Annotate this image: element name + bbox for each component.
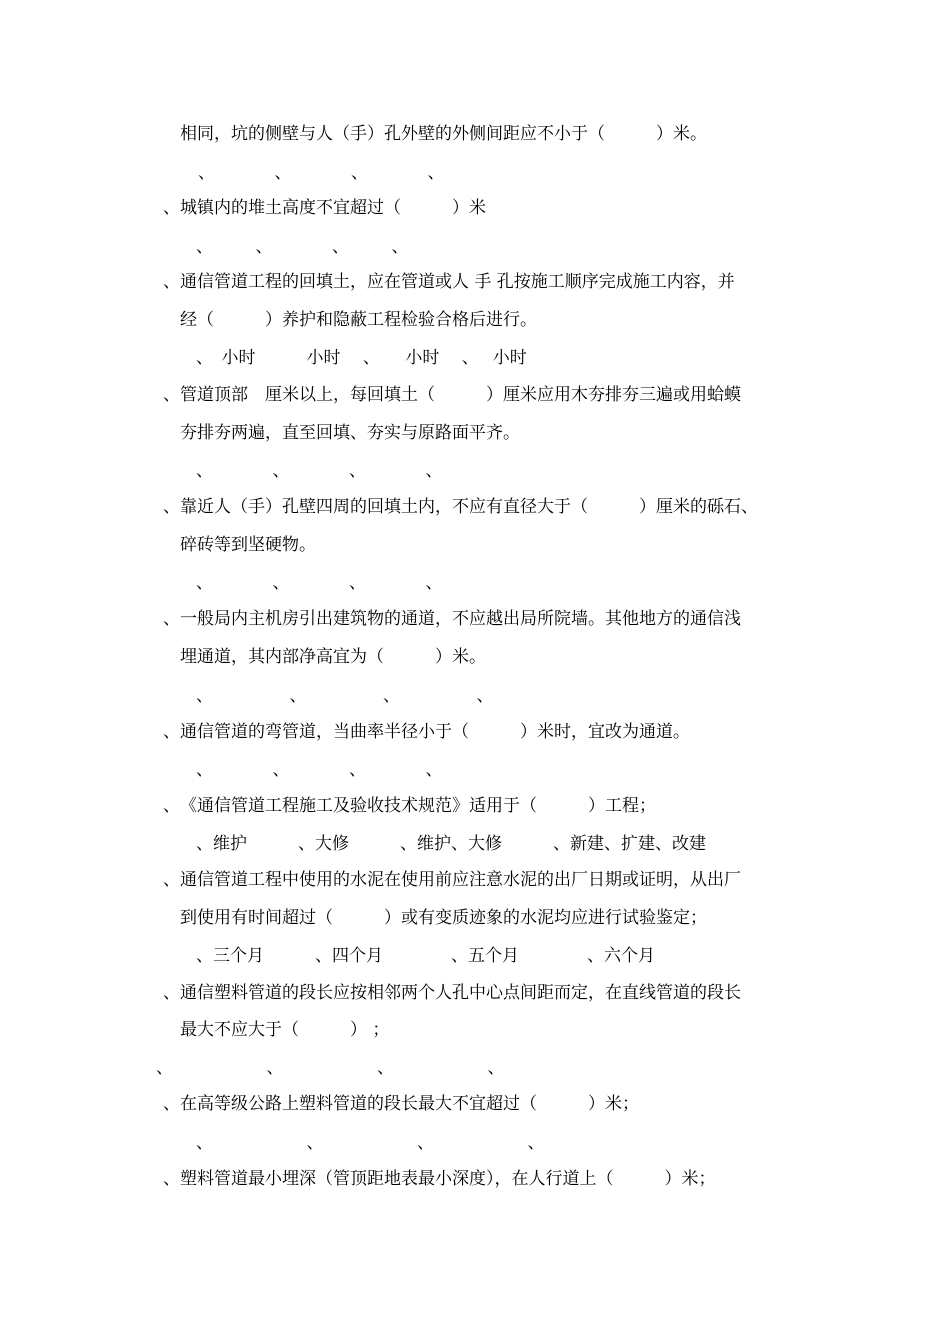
question-line: 、通信塑料管道的段长应按相邻两个人孔中心点间距而定，在直线管道的段长 xyxy=(163,983,741,1003)
question-line: 、在高等级公路上塑料管道的段长最大不宜超过（ ）米； xyxy=(163,1094,639,1114)
question-line: 、塑料管道最小埋深（管顶距地表最小深度），在人行道上（ ）米； xyxy=(163,1169,716,1189)
options-line: 、 、 、 、 xyxy=(196,237,409,257)
options-line: 、 、 、 、 xyxy=(196,573,443,593)
question-line-cont: 经（ ）养护和隐蔽工程检验合格后进行。 xyxy=(180,310,537,330)
text-line: 相同，坑的侧壁与人（手）孔外壁的外侧间距应不小于（ ）米。 xyxy=(180,124,707,144)
options-line: 、维护 、大修 、维护、大修 、新建、扩建、改建 xyxy=(196,834,706,854)
question-line: 、通信管道的弯管道，当曲率半径小于（ ）米时，宜改为通道。 xyxy=(163,722,690,742)
text-line: 、 、 、 、 xyxy=(198,163,445,183)
question-line: 、 《通信管道工程施工及验收技术规范》适用于（ ）工程； xyxy=(163,796,656,816)
question-line: 、靠近人（手）孔壁四周的回填土内，不应有直径大于（ ）厘米的砾石、 xyxy=(163,497,758,517)
options-line: 、三个月 、四个月 、五个月 、六个月 xyxy=(196,946,655,966)
options-line: 、 、 、 、 xyxy=(196,1133,545,1153)
options-line: 、 、 、 、 xyxy=(156,1058,505,1078)
question-line: 、城镇内的堆土高度不宜超过（ ）米 xyxy=(163,198,486,218)
question-line: 、通信管道工程中使用的水泥在使用前应注意水泥的出厂日期或证明，从出厂 xyxy=(163,870,741,890)
question-line-cont: 最大不应大于（ ） ； xyxy=(180,1020,390,1040)
question-line-cont: 埋通道，其内部净高宜为（ ）米。 xyxy=(180,647,486,667)
question-line: 、通信管道工程的回填土，应在管道或人 手 孔按施工顺序完成施工内容，并 xyxy=(163,272,735,292)
question-line: 、管道顶部 厘米以上，每回填土（ ）厘米应用木夯排夯三遍或用蛤蟆 xyxy=(163,385,741,405)
options-line: 、 小时 小时 、 小时 、 小时 xyxy=(196,348,527,368)
question-line-cont: 夯排夯两遍，直至回填、夯实与原路面平齐。 xyxy=(180,423,520,443)
question-line: 、一般局内主机房引出建筑物的通道，不应越出局所院墙。其他地方的通信浅 xyxy=(163,609,741,629)
options-line: 、 、 、 、 xyxy=(196,461,443,481)
question-line-cont: 到使用有时间超过（ ）或有变质迹象的水泥均应进行试验鉴定； xyxy=(180,908,707,928)
options-line: 、 、 、 、 xyxy=(196,686,494,706)
options-line: 、 、 、 、 xyxy=(196,760,443,780)
question-line-cont: 碎砖等到坚硬物。 xyxy=(180,535,316,555)
